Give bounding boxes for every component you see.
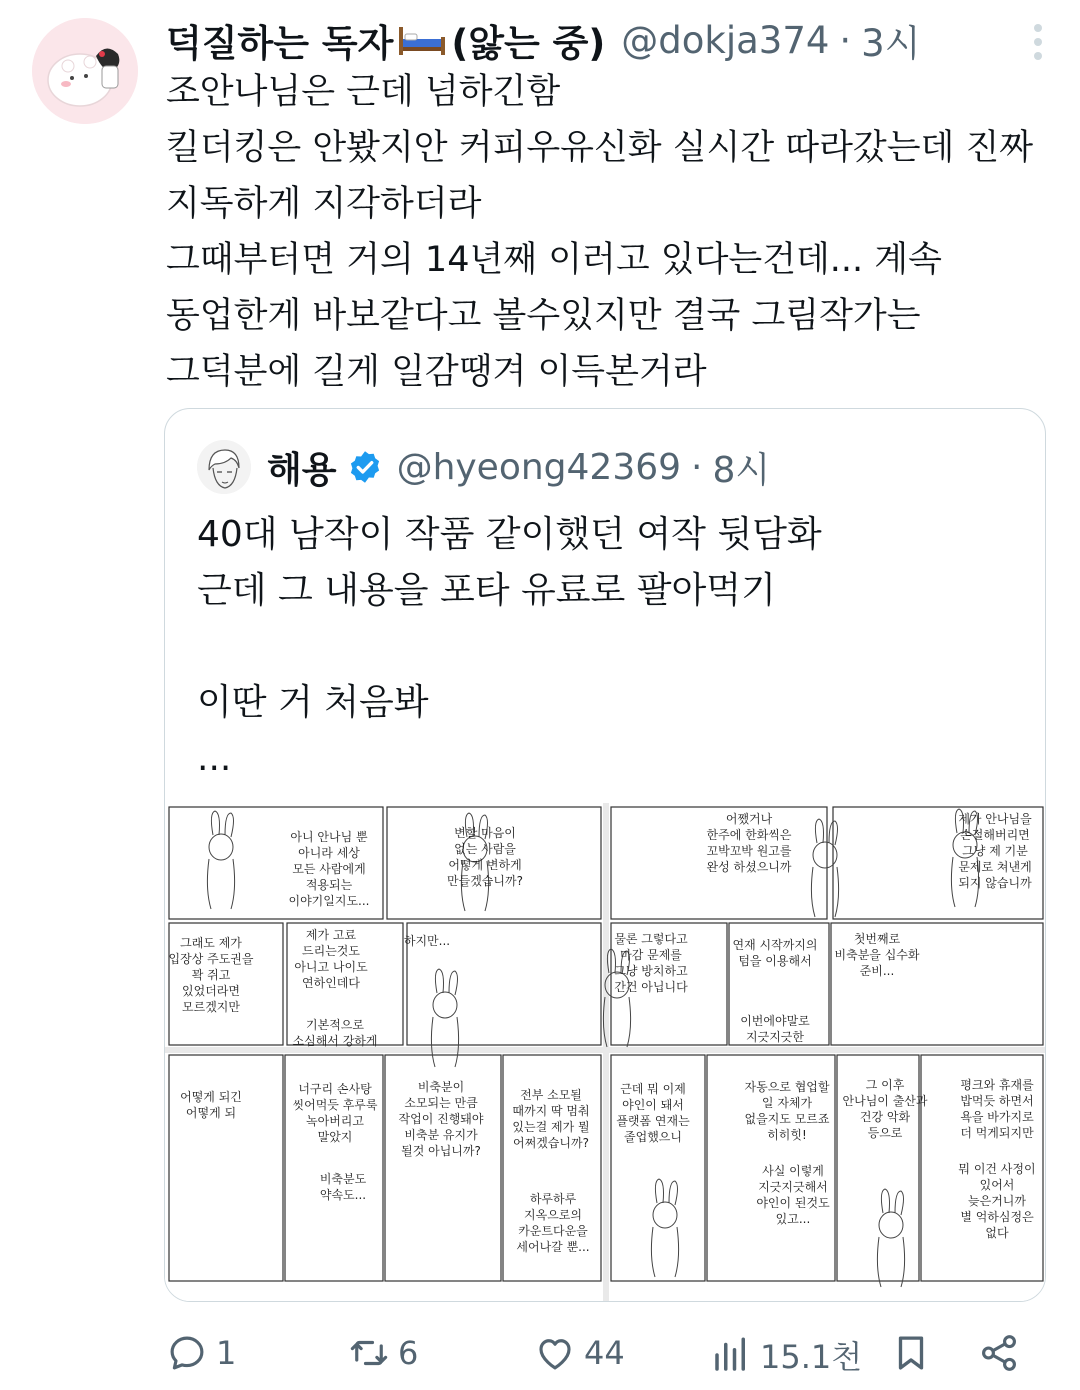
comic-speech-text: 없을지도 모르죠 bbox=[744, 1112, 830, 1126]
comic-speech-text: 이번에야말로 bbox=[740, 1014, 810, 1028]
tweet-line: 동업한게 바보같다고 볼수있지만 결국 그림작가는 bbox=[166, 296, 921, 336]
views-button[interactable] bbox=[710, 1332, 862, 1378]
comic-speech-text: 제가 안나님을 bbox=[958, 812, 1032, 826]
comic-speech-text: 있었더라면 bbox=[182, 984, 240, 998]
comic-speech-text: 그래도 제가 bbox=[180, 936, 242, 950]
comic-speech-text: 등으로 bbox=[867, 1126, 903, 1140]
comic-speech-text: 되지 않습니까 bbox=[958, 876, 1032, 890]
retweet-icon bbox=[348, 1332, 390, 1374]
author-handle[interactable]: @dokja374 bbox=[621, 18, 830, 62]
quoted-author-avatar[interactable] bbox=[197, 440, 251, 494]
comic-speech-text: 준비... bbox=[859, 964, 895, 978]
comic-speech-text: 손절해버리면 bbox=[960, 828, 1030, 842]
quoted-tweet-time[interactable]: 8시 bbox=[712, 449, 771, 491]
time-separator: · bbox=[839, 18, 852, 62]
comic-speech-text: 소심해서 강하게 bbox=[292, 1034, 378, 1048]
comic-speech-text: 문제로 쳐낸게 bbox=[958, 860, 1032, 874]
comic-speech-text: 녹아버리고 bbox=[306, 1114, 364, 1128]
comic-speech-text: 어쨌거나 bbox=[725, 812, 773, 826]
comic-speech-text: 사실 이렇게 bbox=[762, 1164, 824, 1178]
comic-speech-text: 소모되는 만큼 bbox=[404, 1096, 478, 1110]
comic-speech-text: 평크와 휴재를 bbox=[960, 1078, 1034, 1092]
quoted-line: 40대 남작이 작품 같이했던 여작 뒷담화 bbox=[197, 514, 822, 555]
like-button[interactable] bbox=[534, 1332, 625, 1374]
comic-speech-text: 안나님이 출산과 bbox=[842, 1094, 928, 1108]
comic-speech-text: 비축분 유지가 bbox=[404, 1128, 478, 1142]
comic-speech-text: 더 먹게되지만 bbox=[960, 1126, 1034, 1140]
comic-speech-text: 텀을 이용해서 bbox=[738, 954, 812, 968]
reply-count: 1 bbox=[216, 1334, 237, 1372]
comic-speech-text: 적용되는 bbox=[305, 878, 353, 892]
comic-speech-text: 하루하루 bbox=[529, 1192, 577, 1206]
comic-speech-text: 자동으로 협업할 bbox=[744, 1080, 830, 1094]
retweet-button[interactable] bbox=[348, 1332, 418, 1374]
comic-speech-text: 없다 bbox=[985, 1226, 1009, 1240]
quoted-tweet-text bbox=[197, 507, 822, 787]
comic-speech-text: 욕을 바가지로 bbox=[960, 1110, 1034, 1124]
quoted-line bbox=[197, 619, 822, 675]
comic-speech-text: 어떻게 변하게 bbox=[448, 858, 522, 872]
like-icon bbox=[534, 1332, 576, 1374]
comic-speech-text: 한주에 한화씩은 bbox=[706, 828, 792, 842]
quoted-comic-image[interactable] bbox=[165, 803, 1046, 1302]
comic-speech-text: 변할 마음이 bbox=[454, 826, 516, 840]
reply-icon bbox=[166, 1332, 208, 1374]
comic-speech-text: 지긋지긋해서 bbox=[758, 1180, 828, 1194]
comic-speech-text: 이야기일지도... bbox=[288, 894, 370, 908]
comic-speech-text: 비축분도 bbox=[319, 1172, 367, 1186]
share-icon bbox=[978, 1332, 1020, 1374]
comic-speech-text: 어떻게 되 bbox=[185, 1106, 237, 1120]
comic-speech-text: 플랫폼 연재는 bbox=[616, 1114, 690, 1128]
comic-speech-text: 있어서 bbox=[979, 1178, 1015, 1192]
comic-speech-text: 어쩌겠습니까? bbox=[513, 1136, 589, 1150]
quoted-line: 이딴 거 처음봐 bbox=[197, 682, 429, 723]
author-avatar[interactable] bbox=[32, 18, 138, 124]
retweet-count: 6 bbox=[398, 1334, 419, 1372]
comic-speech-text: 아니 안나님 뿐 bbox=[290, 830, 368, 844]
comic-speech-text: 드리는것도 bbox=[302, 944, 360, 958]
comic-speech-text: 있고... bbox=[775, 1212, 811, 1226]
comic-speech-text: 뭐 이건 사정이 bbox=[958, 1162, 1036, 1176]
comic-speech-text: 연재 시작까지의 bbox=[732, 938, 818, 952]
quoted-time-separator: · bbox=[691, 446, 703, 488]
share-button[interactable] bbox=[978, 1332, 1028, 1374]
comic-speech-text: 꽉 쥐고 bbox=[191, 968, 231, 982]
comic-speech-text: 비축분이 bbox=[417, 1080, 465, 1094]
comic-speech-text: 모르겠지만 bbox=[182, 1000, 240, 1014]
comic-speech-text: 야인이 된것도 bbox=[756, 1196, 830, 1210]
tweet-line: 킬더킹은 안봤지안 커피우유신화 실시간 따라갔는데 진짜 bbox=[166, 128, 1034, 168]
action-bar bbox=[0, 1320, 1080, 1390]
comic-speech-text: 없는 사람을 bbox=[454, 842, 516, 856]
views-icon bbox=[710, 1334, 752, 1376]
comic-speech-text: 근데 뭐 이제 bbox=[620, 1082, 686, 1096]
reply-button[interactable] bbox=[166, 1332, 236, 1374]
comic-speech-text: 어떻게 되긴 bbox=[180, 1090, 242, 1104]
quoted-author-name[interactable]: 해용 bbox=[267, 449, 337, 491]
comic-speech-text: 졸업했으니 bbox=[624, 1130, 682, 1144]
comic-speech-text: 지옥으로의 bbox=[524, 1208, 582, 1222]
comic-speech-text: 간건 아닙니다 bbox=[614, 980, 688, 994]
comic-speech-text: 마감 문제를 bbox=[620, 948, 682, 962]
comic-speech-text: 아니고 나이도 bbox=[294, 960, 368, 974]
bed-icon bbox=[397, 23, 447, 57]
tweet-line: 그덕분에 길게 일감땡겨 이득본거라 bbox=[166, 352, 707, 392]
comic-speech-text: 그 이후 bbox=[865, 1078, 905, 1092]
tweet-time[interactable]: 3시 bbox=[861, 22, 921, 65]
comic-speech-text: 지긋지긋한 bbox=[746, 1030, 804, 1044]
comic-speech-text: 너구리 손사탕 bbox=[298, 1082, 372, 1096]
comic-speech-text: 완성 하셨으니까 bbox=[706, 860, 792, 874]
comic-speech-text: 될것 아닙니까? bbox=[401, 1144, 481, 1158]
comic-speech-text: 꼬박꼬박 원고를 bbox=[706, 844, 792, 858]
comic-speech-text: 연하인데다 bbox=[302, 976, 360, 990]
comic-speech-text: 작업이 진행돼야 bbox=[398, 1112, 484, 1126]
comic-speech-text: 제가 고료 bbox=[305, 928, 357, 942]
comic-speech-text: 카운트다운을 bbox=[518, 1224, 588, 1238]
comic-speech-text: 기본적으로 bbox=[306, 1018, 364, 1032]
comic-speech-text: 야인이 돼서 bbox=[622, 1098, 684, 1112]
bookmark-icon bbox=[890, 1332, 932, 1374]
comic-speech-text: 건강 악화 bbox=[859, 1110, 911, 1124]
comic-speech-text: 별 억하심정은 bbox=[960, 1210, 1034, 1224]
author-display-name-suffix[interactable]: (앓는 중) bbox=[451, 22, 606, 65]
tweet-header bbox=[166, 12, 1040, 68]
quoted-author-handle[interactable]: @hyeong42369 bbox=[396, 446, 682, 488]
quoted-line: 근데 그 내용을 포타 유료로 팔아먹기 bbox=[197, 570, 776, 611]
comic-speech-text: 때까지 딱 멈춰 bbox=[512, 1104, 590, 1118]
tweet-text bbox=[166, 64, 1056, 400]
comic-speech-text: 아니라 세상 bbox=[298, 846, 360, 860]
tweet-line: 지독하게 지각하더라 bbox=[166, 184, 482, 224]
comic-speech-text: 늦은거니까 bbox=[968, 1194, 1026, 1208]
quoted-line: ... bbox=[197, 738, 232, 779]
verified-badge-icon bbox=[347, 449, 383, 485]
comic-speech-text: 그냥 방치하고 bbox=[614, 964, 688, 978]
comic-speech-text: 비축분을 십수화 bbox=[834, 948, 920, 962]
comic-speech-text: 말았지 bbox=[317, 1130, 353, 1144]
comic-speech-text: 세어나갈 뿐... bbox=[516, 1240, 590, 1254]
comic-speech-text: 일 자체가 bbox=[761, 1096, 813, 1110]
comic-speech-text: 입장상 주도권을 bbox=[168, 952, 254, 966]
comic-speech-text: 첫번째로 bbox=[853, 932, 901, 946]
more-icon[interactable] bbox=[1032, 22, 1044, 62]
tweet-line: 조안나님은 근데 넘하긴함 bbox=[166, 72, 561, 112]
comic-speech-text: 전부 소모될 bbox=[520, 1088, 582, 1102]
like-count: 44 bbox=[584, 1334, 625, 1372]
comic-speech-text: 씻어먹듯 후루룩 bbox=[292, 1098, 378, 1112]
comic-speech-text: 밥먹듯 하면서 bbox=[960, 1094, 1034, 1108]
views-count: 15.1천 bbox=[760, 1338, 863, 1376]
comic-speech-text: 약속도... bbox=[319, 1188, 367, 1202]
quoted-tweet-header bbox=[197, 437, 770, 497]
comic-speech-text: 물론 그렇다고 bbox=[614, 932, 688, 946]
author-display-name[interactable]: 덕질하는 독자 bbox=[166, 22, 394, 65]
tweet-line: 그때부터면 거의 14년째 이러고 있다는건데... 계속 bbox=[166, 240, 942, 280]
comic-speech-text: 모든 사람에게 bbox=[292, 862, 366, 876]
comic-speech-text: 만들겠습니까? bbox=[447, 874, 523, 888]
comic-speech-text: 있는걸 제가 뭘 bbox=[512, 1120, 590, 1134]
bookmark-button[interactable] bbox=[890, 1332, 940, 1374]
comic-speech-text: 하지만... bbox=[403, 934, 451, 948]
comic-speech-text: 그냥 제 기분 bbox=[962, 844, 1028, 858]
comic-speech-text: 히히힛! bbox=[767, 1128, 807, 1142]
quoted-tweet[interactable] bbox=[164, 408, 1046, 1302]
